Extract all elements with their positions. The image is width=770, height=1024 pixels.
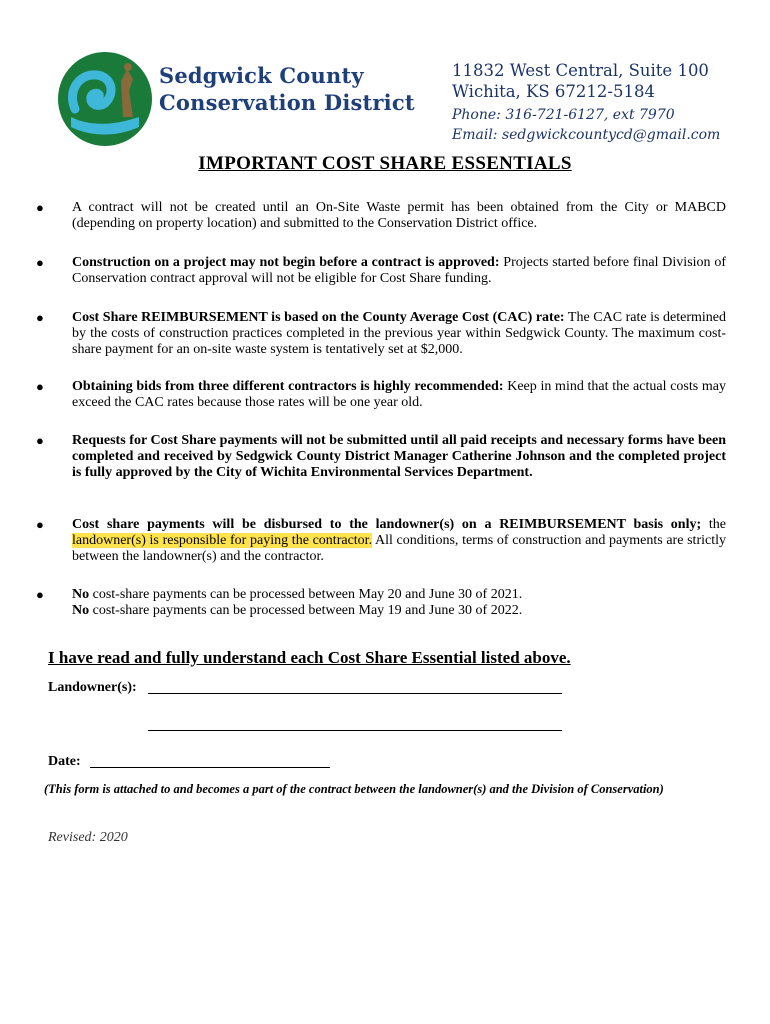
landowner-label: Landowner(s): <box>48 680 137 695</box>
org-name-line1: Sedgwick County <box>159 63 364 88</box>
list-item: ● Requests for Cost Share payments will not be submitted until all paid receipts and necessary forms have been completed and received by Sedgwick County District Manager Catherine Johnson and the completed project is fully approved by the City of Wichita Environmental Services Department. <box>36 433 726 480</box>
bullet-icon: ● <box>36 587 44 602</box>
date-label: Date: <box>48 754 81 769</box>
bullet-icon: ● <box>36 310 44 325</box>
revised-date: Revised: 2020 <box>48 830 128 845</box>
list-item: ● A contract will not be created until an On-Site Waste permit has been obtained from the City or MABCD (depending on property location) and submitted to the Conservation District office. <box>36 200 726 231</box>
organization-name <box>159 62 415 116</box>
acknowledgement-statement: I have read and fully understand each Cost Share Essential listed above. <box>48 648 571 667</box>
phone: Phone: 316-721-6127, ext 7970 <box>452 107 675 123</box>
address-line2: Wichita, KS 67212-5184 <box>452 82 655 101</box>
bullet-icon: ● <box>36 255 44 270</box>
bullet-icon: ● <box>36 379 44 394</box>
list-item: ● Obtaining bids from three different contractors is highly recommended: Keep in mind that the actual costs may exceed the CAC rates because those rates will be one year old. <box>36 379 726 410</box>
email: Email: sedgwickcountycd@gmail.com <box>452 127 721 143</box>
address-line1: 11832 West Central, Suite 100 <box>452 61 709 80</box>
list-item: ● No cost-share payments can be processed between May 20 and June 30 of 2021. No cost-share payments can be processed between May 19 and June 30 of 2022. <box>36 587 523 618</box>
org-name-line2: Conservation District <box>159 90 415 115</box>
page-title: IMPORTANT COST SHARE ESSENTIALS <box>198 153 572 174</box>
landowner-signature-line-2[interactable] <box>148 730 562 731</box>
bullet-icon: ● <box>36 433 44 448</box>
list-item: ● Construction on a project may not begin before a contract is approved: Projects started before final Division of Conservation contract approval will not be eligible for Cost Share funding. <box>36 255 726 286</box>
highlighted-text: landowner(s) is responsible for paying the contractor. <box>72 533 373 548</box>
district-logo <box>57 51 153 147</box>
list-item: ● Cost share payments will be disbursed to the landowner(s) on a REIMBURSEMENT basis only; the landowner(s) is responsible for paying the contractor. All conditions, terms of construction and payments are strictly between the landowner(s) and the contractor. <box>36 517 726 564</box>
bullet-icon: ● <box>36 200 44 215</box>
date-line[interactable] <box>90 767 330 768</box>
form-note: (This form is attached to and becomes a part of the contract between the landowner(s) and the Division of Conservation) <box>44 782 664 796</box>
landowner-signature-line-1[interactable] <box>148 693 562 694</box>
contact-block <box>452 60 720 145</box>
list-item: ● Cost Share REIMBURSEMENT is based on the County Average Cost (CAC) rate: The CAC rate is determined by the costs of construction practices completed in the previous year within Sedgwick County. The maximum cost-share payment for an on-site waste system is tentatively set at $2,000. <box>36 310 726 357</box>
bullet-icon: ● <box>36 517 44 532</box>
